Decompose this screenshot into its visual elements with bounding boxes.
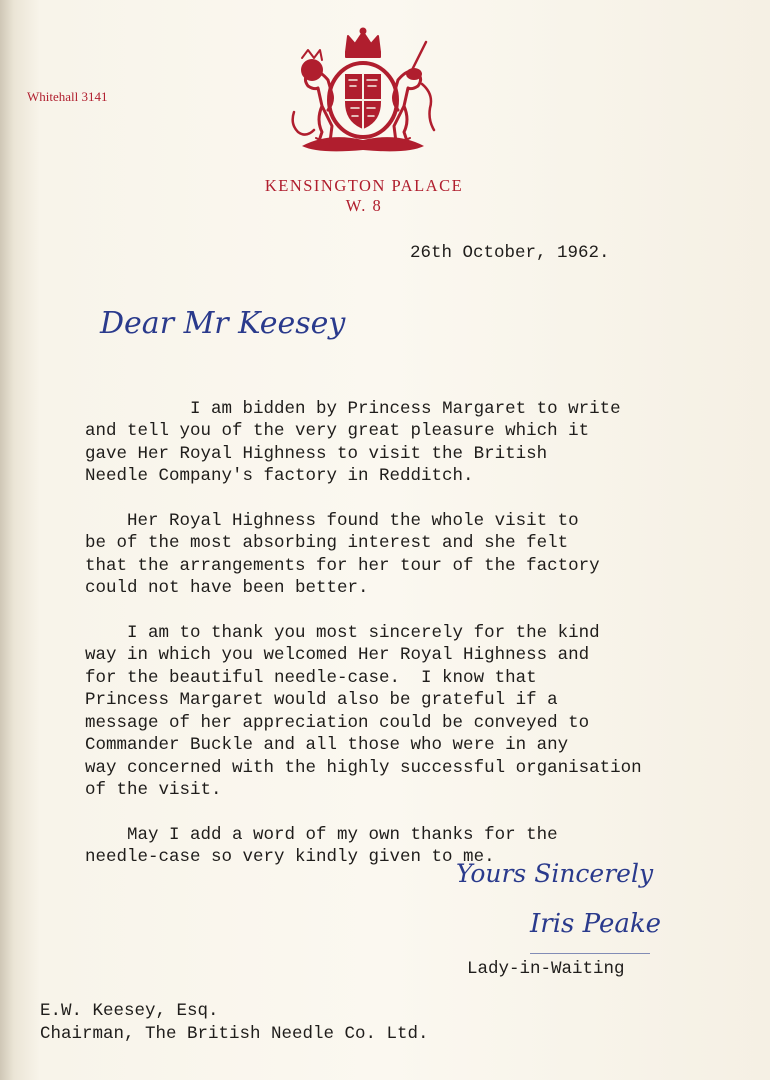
paragraph <box>85 622 745 802</box>
closing-text: Yours Sincerely <box>456 859 654 888</box>
letter-body <box>85 375 745 891</box>
body-line: of the visit. <box>85 780 222 800</box>
body-line: needle-case so very kindly given to me. <box>85 847 495 867</box>
body-line: I am bidden by Princess Margaret to write <box>148 398 621 419</box>
body-line: May I add a word of my own thanks for the <box>85 824 558 845</box>
body-line: and tell you of the very great pleasure which it <box>85 421 590 441</box>
body-line: Commander Buckle and all those who were in any <box>85 735 569 755</box>
paragraph <box>85 375 745 488</box>
royal-coat-of-arms-icon <box>288 28 438 160</box>
signatory-title: Lady-in-Waiting <box>467 959 625 979</box>
body-line: could not have been better. <box>85 578 369 598</box>
addressee-title: Chairman, The British Needle Co. Ltd. <box>40 1024 429 1044</box>
body-line: gave Her Royal Highness to visit the British <box>85 443 548 464</box>
body-line: way concerned with the highly successful organisation <box>85 757 642 778</box>
letter-date: 26th October, 1962. <box>410 243 610 263</box>
paragraph <box>85 510 745 600</box>
postal-district: W. 8 <box>345 196 383 215</box>
body-line: for the beautiful needle-case. I know that <box>85 667 537 688</box>
addressee-block <box>40 1000 429 1046</box>
signature-underline <box>530 953 650 954</box>
body-line: way in which you welcomed Her Royal Highness and <box>85 645 590 665</box>
handwritten-salutation <box>100 285 346 355</box>
body-line: Princess Margaret would also be grateful if a <box>85 690 558 710</box>
letterhead-address <box>252 176 476 216</box>
body-line: message of her appreciation could be conveyed to <box>85 712 590 733</box>
body-line: Needle Company's factory in Redditch. <box>85 466 474 486</box>
body-line: I am to thank you most sincerely for the kind <box>85 622 600 643</box>
body-line: that the arrangements for her tour of the factory <box>85 555 600 576</box>
salutation-text: Dear Mr Keesey <box>100 306 346 341</box>
body-line: be of the most absorbing interest and she felt <box>85 533 569 553</box>
body-line: Her Royal Highness found the whole visit to <box>85 510 579 531</box>
telephone-number: Whitehall 3141 <box>27 89 108 104</box>
addressee-name: E.W. Keesey, Esq. <box>40 1001 219 1021</box>
signature-text: Iris Peake <box>530 909 661 939</box>
palace-name: KENSINGTON PALACE <box>264 176 464 195</box>
handwritten-closing <box>452 842 752 942</box>
